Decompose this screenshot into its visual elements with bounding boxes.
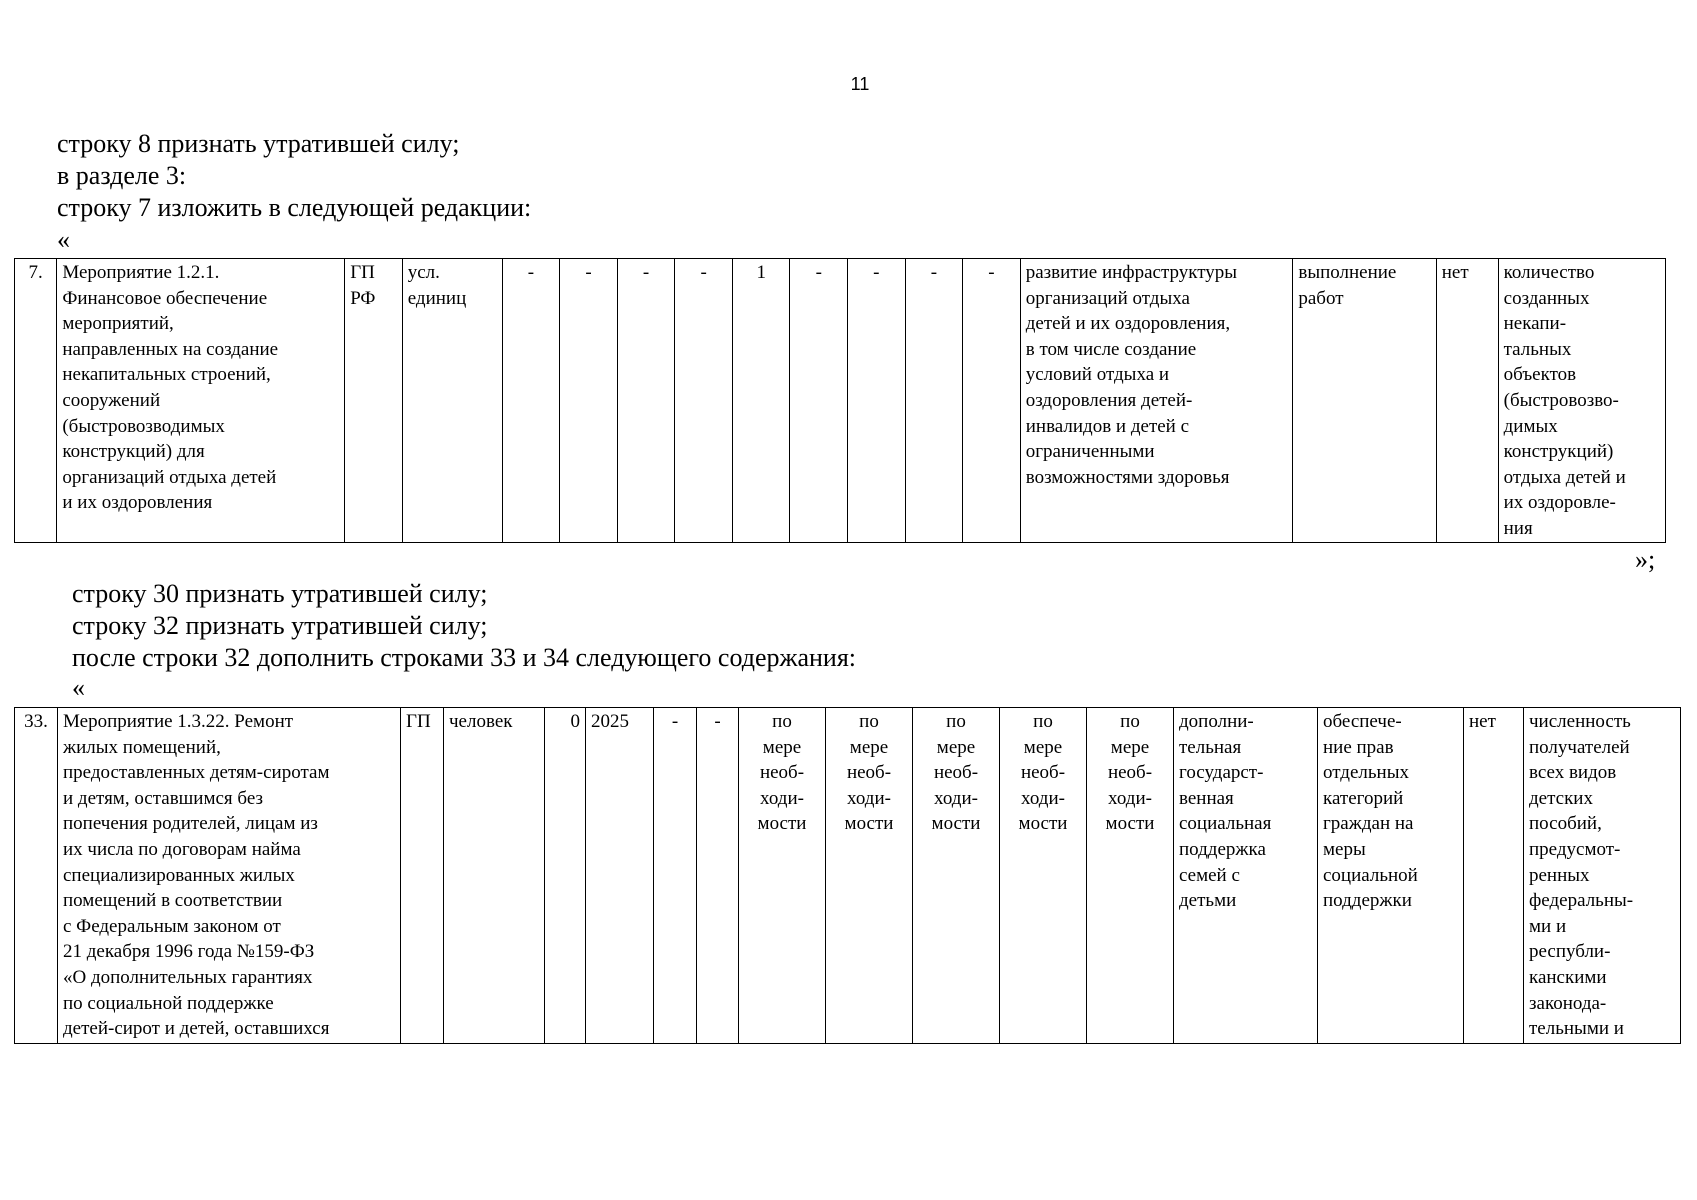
value-cell: - [963,259,1021,543]
cell-text-line: тельными и [1529,1018,1624,1040]
cell-text-line: мости [844,813,894,835]
cell-text-line: по [946,711,966,732]
cell-text-line: социальная [1179,813,1272,835]
cell-text-line: работ [1298,287,1344,309]
unit-cell: человек [444,708,545,1044]
cell-text-line: детей-сирот и детей, оставшихся [63,1018,330,1040]
cell-text-line: сооружений [62,389,161,411]
cell-text-line: оздоровления детей- [1025,389,1193,411]
cell-text-line: категорий [1323,787,1404,809]
cell-text-line: в том числе создание [1025,338,1197,360]
cell-text-line: «О дополнительных гарантиях [63,966,313,988]
cell-text-line: Мероприятие 1.2.1. [62,262,220,283]
value-cell: 1 [732,259,790,543]
cell-text-line: ограниченными [1025,441,1155,463]
middle-paragraph [72,578,856,674]
cell-text-line: численность [1529,711,1631,732]
close-quote: »; [1635,545,1656,574]
text-line: строку 7 изложить в следующей редакции: [57,193,532,222]
indicator-cell [1524,708,1681,1044]
cell-text-line: получателей [1529,736,1630,758]
measure-name [58,708,401,1044]
measure-type-cell [1174,708,1318,1044]
cell-text-line: детей и их оздоровления, [1025,313,1231,335]
cell-text-line: усл. [407,262,440,283]
cell-text-line: и детям, оставшимся без [63,787,264,809]
value-cell: - [790,259,848,543]
cell-text-line: канскими [1529,966,1607,988]
cell-text-line: единиц [407,287,467,309]
row-number: 33. [15,708,58,1044]
as-needed-cell [913,708,1000,1044]
cell-text-line: мере [1110,736,1150,758]
cell-text-line: жилых помещений, [63,736,221,758]
cell-text-line: и их оздоровления [62,492,213,514]
cell-text-line: помещений в соответствии [63,890,283,912]
value-cell: - [675,259,733,543]
cell-text-line: пособий, [1529,813,1602,835]
cell-text-line: детских [1529,787,1593,809]
cell-text-line: меры [1323,838,1366,860]
as-needed-cell [1087,708,1174,1044]
text-line: строку 30 признать утратившей силу; [72,579,488,608]
cell-text-line: необ- [933,762,979,784]
page-number: 11 [850,74,870,94]
cell-text-line: РФ [350,287,376,309]
flag-cell: нет [1436,259,1498,543]
cell-text-line: (быстровозво- [1503,389,1619,411]
cell-text-line: мере [936,736,976,758]
as-needed-cell [826,708,913,1044]
cell-text-line: ходи- [1021,787,1065,809]
cell-text-line: их оздоровле- [1503,492,1616,514]
value-cell: - [697,708,739,1044]
value-cell: - [560,259,618,543]
cell-text-line: мости [1105,813,1155,835]
cell-text-line: специализированных жилых [63,864,295,886]
cell-text-line: возможностями здоровья [1025,466,1230,488]
cell-text-line: необ- [1020,762,1066,784]
cell-text-line: республи- [1529,941,1611,963]
cell-text-line: некапитальных строений, [62,364,271,386]
cell-text-line: тельная [1179,736,1242,758]
base-value-cell: 0 [545,708,586,1044]
cell-text-line: с Федеральным законом от [63,915,281,937]
cell-text-line: необ- [759,762,805,784]
value-cell: - [905,259,963,543]
cell-text-line: семей с [1179,864,1240,886]
cell-text-line: отдельных [1323,762,1409,784]
cell-text-line: дополни- [1179,711,1254,732]
source-cell [345,259,403,543]
cell-text-line: направленных на создание [62,338,279,360]
cell-text-line: некапи- [1503,313,1567,335]
cell-text-line: объектов [1503,364,1577,386]
cell-text-line: количество [1503,262,1595,283]
cell-text-line: организаций отдыха детей [62,466,277,488]
text-line: в разделе 3: [57,161,187,190]
cell-text-line: (быстровозводимых [62,415,225,437]
cell-text-line: димых [1503,415,1558,437]
cell-text-line: мероприятий, [62,313,174,335]
cell-text-line: по [1033,711,1053,732]
table-row [15,259,1666,543]
cell-text-line: мере [762,736,802,758]
intro-paragraph [57,128,531,224]
cell-text-line: тальных [1503,338,1572,360]
cell-text-line: ние прав [1323,736,1394,758]
cell-text-line: развитие инфраструктуры [1025,262,1238,283]
cell-text-line: отдыха детей и [1503,466,1626,488]
value-cell: - [502,259,560,543]
unit-cell [402,259,502,543]
value-cell: - [848,259,906,543]
cell-text-line: ми и [1529,915,1567,937]
cell-text-line: мости [1018,813,1068,835]
cell-text-line: ходи- [760,787,804,809]
open-quote: « [57,225,70,254]
cell-text-line: мере [849,736,889,758]
value-cell: - [617,259,675,543]
text-line: строку 8 признать утратившей силу; [57,129,460,158]
cell-text-line: их числа по договорам найма [63,838,301,860]
indicator-cell [1498,259,1665,543]
cell-text-line: необ- [1107,762,1153,784]
cell-text-line: законода- [1529,992,1607,1014]
cell-text-line: венная [1179,787,1234,809]
cell-text-line: предоставленных детям-сиротам [63,762,330,784]
text-line: строку 32 признать утратившей силу; [72,611,488,640]
cell-text-line: 21 декабря 1996 года №159-ФЗ [63,941,315,963]
cell-text-line: по [1120,711,1140,732]
cell-text-line: конструкций) для [62,441,205,463]
cell-text-line: всех видов [1529,762,1617,784]
cell-text-line: поддержки [1323,890,1412,912]
cell-text-line: ходи- [934,787,978,809]
table-row-33 [14,707,1681,1044]
source-cell: ГП [401,708,444,1044]
cell-text-line: ходи- [1108,787,1152,809]
cell-text-line: обеспече- [1323,711,1402,732]
cell-text-line: инвалидов и детей с [1025,415,1190,437]
year-cell: 2025 [586,708,654,1044]
as-needed-cell [739,708,826,1044]
cell-text-line: по [772,711,792,732]
as-needed-cell [1000,708,1087,1044]
goal-cell [1020,259,1293,543]
cell-text-line: Мероприятие 1.3.22. Ремонт [63,711,294,732]
cell-text-line: государст- [1179,762,1264,784]
measure-name [57,259,345,543]
cell-text-line: мости [931,813,981,835]
cell-text-line: поддержка [1179,838,1266,860]
cell-text-line: Финансовое обеспечение [62,287,268,309]
cell-text-line: выполнение [1298,262,1397,283]
cell-text-line: по [859,711,879,732]
cell-text-line: попечения родителей, лицам из [63,813,318,835]
cell-text-line: организаций отдыха [1025,287,1190,309]
cell-text-line: ния [1503,517,1533,539]
cell-text-line: федеральны- [1529,890,1634,912]
row-number: 7. [15,259,57,543]
result-cell [1293,259,1436,543]
cell-text-line: необ- [846,762,892,784]
cell-text-line: мере [1023,736,1063,758]
cell-text-line: социальной [1323,864,1418,886]
cell-text-line: конструкций) [1503,441,1614,463]
open-quote: « [72,673,85,702]
cell-text-line: ренных [1529,864,1590,886]
cell-text-line: детьми [1179,890,1237,912]
cell-text-line: ГП [350,262,375,283]
table-row [15,708,1681,1044]
table-row-7 [14,258,1666,543]
cell-text-line: ходи- [847,787,891,809]
cell-text-line: созданных [1503,287,1590,309]
value-cell: - [654,708,697,1044]
text-line: после строки 32 дополнить строками 33 и 34 следующего содержания: [72,643,856,672]
cell-text-line: условий отдыха и [1025,364,1170,386]
cell-text-line: граждан на [1323,813,1414,835]
cell-text-line: предусмот- [1529,838,1621,860]
flag-cell: нет [1464,708,1524,1044]
cell-text-line: мости [757,813,807,835]
cell-text-line: по социальной поддержке [63,992,274,1014]
result-cell [1318,708,1464,1044]
